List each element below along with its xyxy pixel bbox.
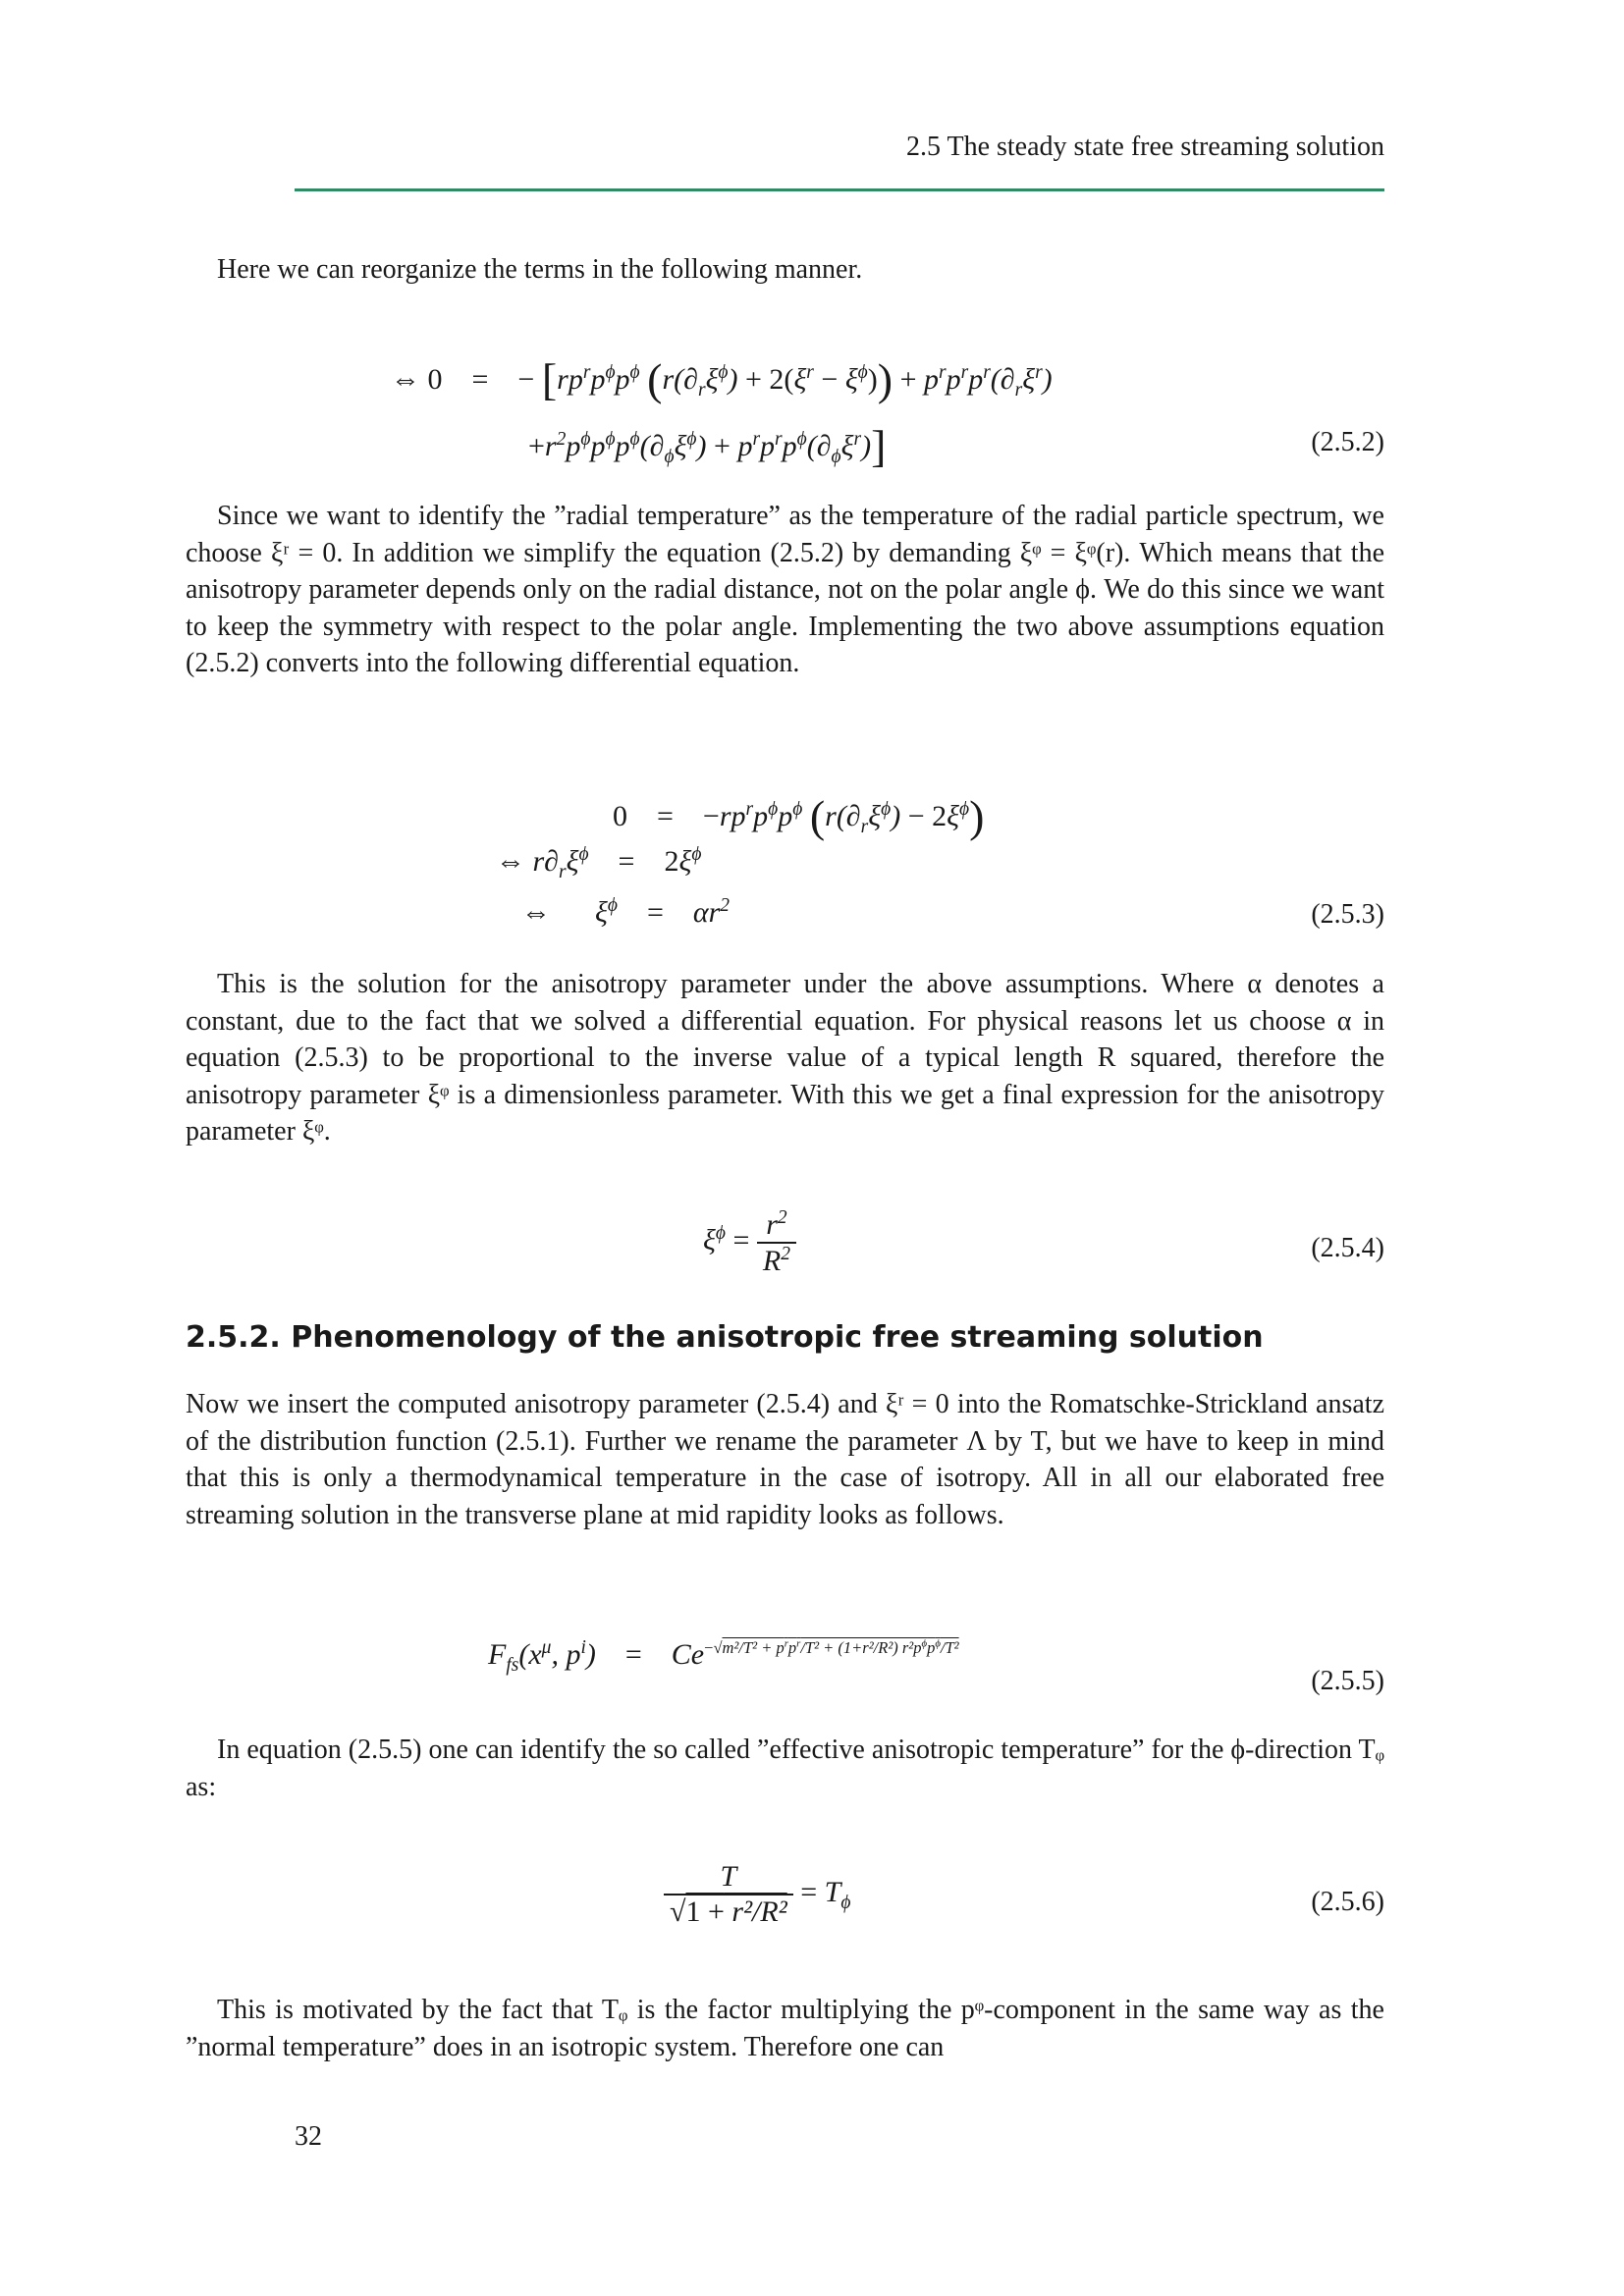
paragraph-3: This is the solution for the anisotropy parameter under the above assumptions. Where α denotes a constant, due to the fact that we solved a differential equation. For physical reasons let us choose α in equation (2.5.3) to be proportional to the inverse value of a typical length R squared, therefore the anisotropy parameter ξᵠ is a dimensionless parameter. With this we get a final expression for the anisotropy parameter ξᵠ. [186,969,1384,1147]
equation-2-5-3-line-2: ⇔ $r\partial_r\xi^\phi$ = $2\xi^\phi$ [496,844,702,882]
paragraph-6: This is motivated by the fact that Tᵩ is the factor multiplying the pᵠ-component in the same way as the ”normal temperature” does in an isotropic system. Therefore one can [186,1995,1384,2062]
equation-2-5-3-line-1: 0 = $-rp^rp^\phi p^\phi$ $(r(\partial_r\xi^\phi) - 2\xi^\phi)$ [613,791,985,841]
running-header: 2.5 The steady state free streaming solution [905,132,1384,162]
equation-2-5-4: $\xi^\phi$ = $\frac{r^2}{R^2}$ [703,1207,796,1278]
paragraph-5: In equation (2.5.5) one can identify the so called ”effective anisotropic temperature” for the ϕ-direction Tᵩ as: [186,1735,1384,1802]
equation-number: (2.5.5) [1311,1666,1384,1696]
equation-2-5-3-line-3: ⇔ $\xi^\phi$ = $\alpha r^2$ [521,895,731,929]
paragraph-2: Since we want to identify the ”radial temperature” as the temperature of the radial particle spectrum, we choose ξʳ = 0. In addition we simplify the equation (2.5.2) by demanding ξᵠ = ξᵠ(r). Which means that the anisotropy parameter depends only on the radial distance, not on the polar angle ϕ. We do this since we want to keep the symmetry with respect to the polar angle. Implementing the two above assumptions equation (2.5.2) converts into the following differential equation. [186,501,1384,678]
equation-number: (2.5.3) [1311,899,1384,930]
section-heading: 2.5.2. Phenomenology of the anisotropic free streaming solution [186,1320,1264,1355]
page-number: 32 [295,2121,322,2152]
equation-number: (2.5.6) [1311,1887,1384,1917]
equation-2-5-6: $\frac{T}{\text{√1 + r²/R²}}$ = $T_\phi$ [664,1860,850,1929]
equation-2-5-2-line-2: $+r^2p^\phi p^\phi p^\phi(\partial_\phi\xi^\phi) + p^rp^rp^\phi(\partial_\phi\xi^r)$] [528,421,887,471]
equation-number: (2.5.2) [1311,427,1384,457]
equation-number: (2.5.4) [1311,1233,1384,1263]
equation-2-5-5: $F_{fs}(x^\mu$, $p^i$) = $Ce^{-√m^2/T^2 + p^rp^r/T^2 + (1+r^2/R^2) r^2p^\phi p^\phi/T^2}$ [488,1637,959,1676]
paragraph-1: Here we can reorganize the terms in the following manner. [217,254,863,285]
header-rule [295,188,1384,191]
paragraph-4: Now we insert the computed anisotropy parameter (2.5.4) and ξʳ = 0 into the Romatschke-Strickland ansatz of the distribution function (2.5.1). Further we rename the parameter Λ by T, but we have to keep in mind that this is only a thermodynamical temperature in the case of isotropy. All in all our elaborated free streaming solution in the transverse plane at mid rapidity looks as follows. [186,1389,1384,1530]
equation-2-5-2-line-1: ⇔ 0 = − [$rp^rp^\phi p^\phi$ $(r(\partial_r\xi^\phi) + 2(\xi^r - \xi^\phi)) + p^rp^rp^r(\partial_r\xi^r)$ [391,354,1053,404]
